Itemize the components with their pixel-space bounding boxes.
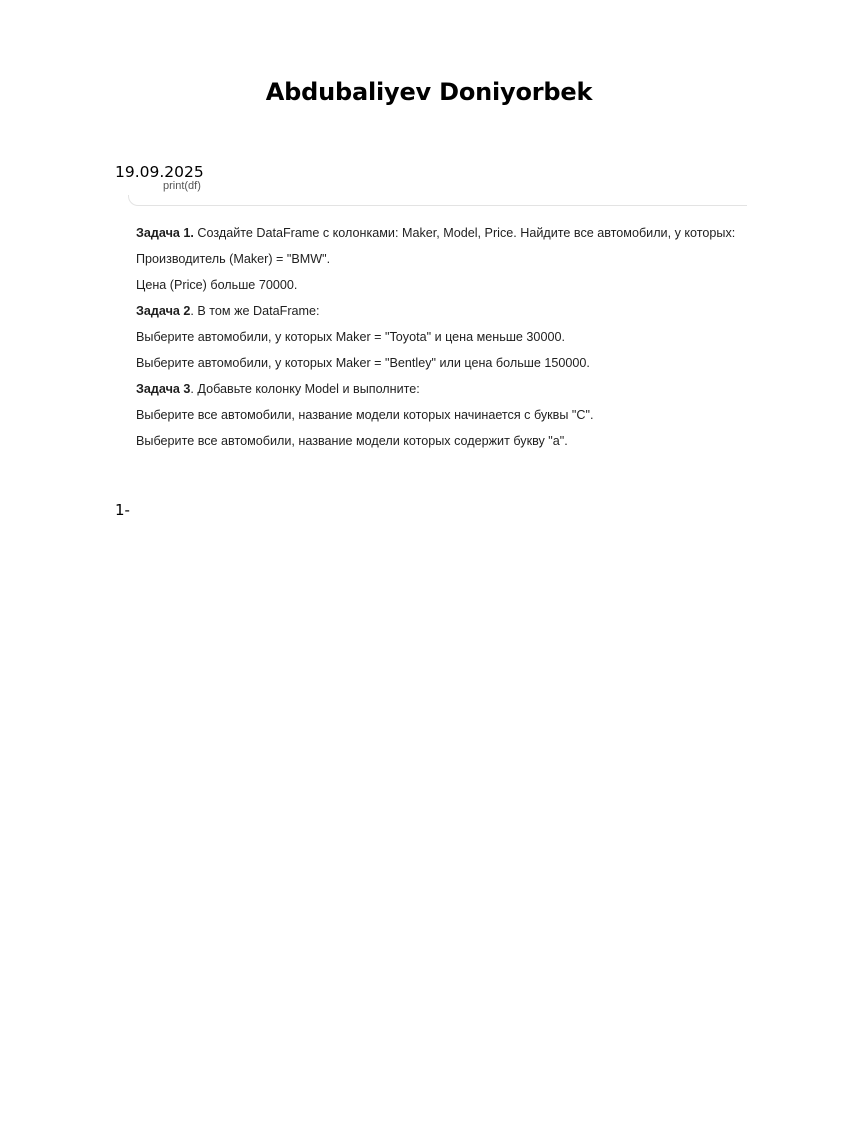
task-text: Цена (Price) больше 70000.	[136, 278, 298, 292]
cropped-output-text	[163, 180, 213, 195]
task-list	[136, 226, 735, 460]
task-line	[136, 382, 735, 408]
task-text: Выберите автомобили, у которых Maker = "Toyota" и цена меньше 30000.	[136, 330, 565, 344]
task-heading: Задача 3	[136, 382, 191, 396]
task-line	[136, 252, 735, 278]
task-line	[136, 434, 735, 460]
task-line	[136, 304, 735, 330]
task-heading: Задача 2	[136, 304, 191, 318]
document-date: 19.09.2025	[115, 163, 204, 181]
page-title: Abdubaliyev Doniyorbek	[265, 78, 593, 106]
task-text: . Добавьте колонку Model и выполните:	[190, 382, 420, 396]
task-text: Создайте DataFrame с колонками: Maker, Model, Price. Найдите все автомобили, у которых:	[193, 226, 736, 240]
task-line	[136, 278, 735, 304]
embedded-screenshot	[128, 180, 748, 473]
cropped-output-label: print(df)	[163, 180, 201, 192]
task-text: Производитель (Maker) = "BMW".	[136, 252, 331, 266]
task-line	[136, 408, 735, 434]
task-text: Выберите все автомобили, название модели которых содержит букву "a".	[136, 434, 568, 448]
answer-marker: 1-	[115, 501, 130, 519]
task-line	[136, 226, 735, 252]
task-text: Выберите все автомобили, название модели которых начинается с буквы "C".	[136, 408, 594, 422]
task-heading: Задача 1.	[136, 226, 194, 240]
task-line	[136, 356, 735, 382]
notebook-cell-border	[128, 195, 747, 206]
task-line	[136, 330, 735, 356]
task-text: . В том же DataFrame:	[190, 304, 320, 318]
task-text: Выберите автомобили, у которых Maker = "Bentley" или цена больше 150000.	[136, 356, 590, 370]
